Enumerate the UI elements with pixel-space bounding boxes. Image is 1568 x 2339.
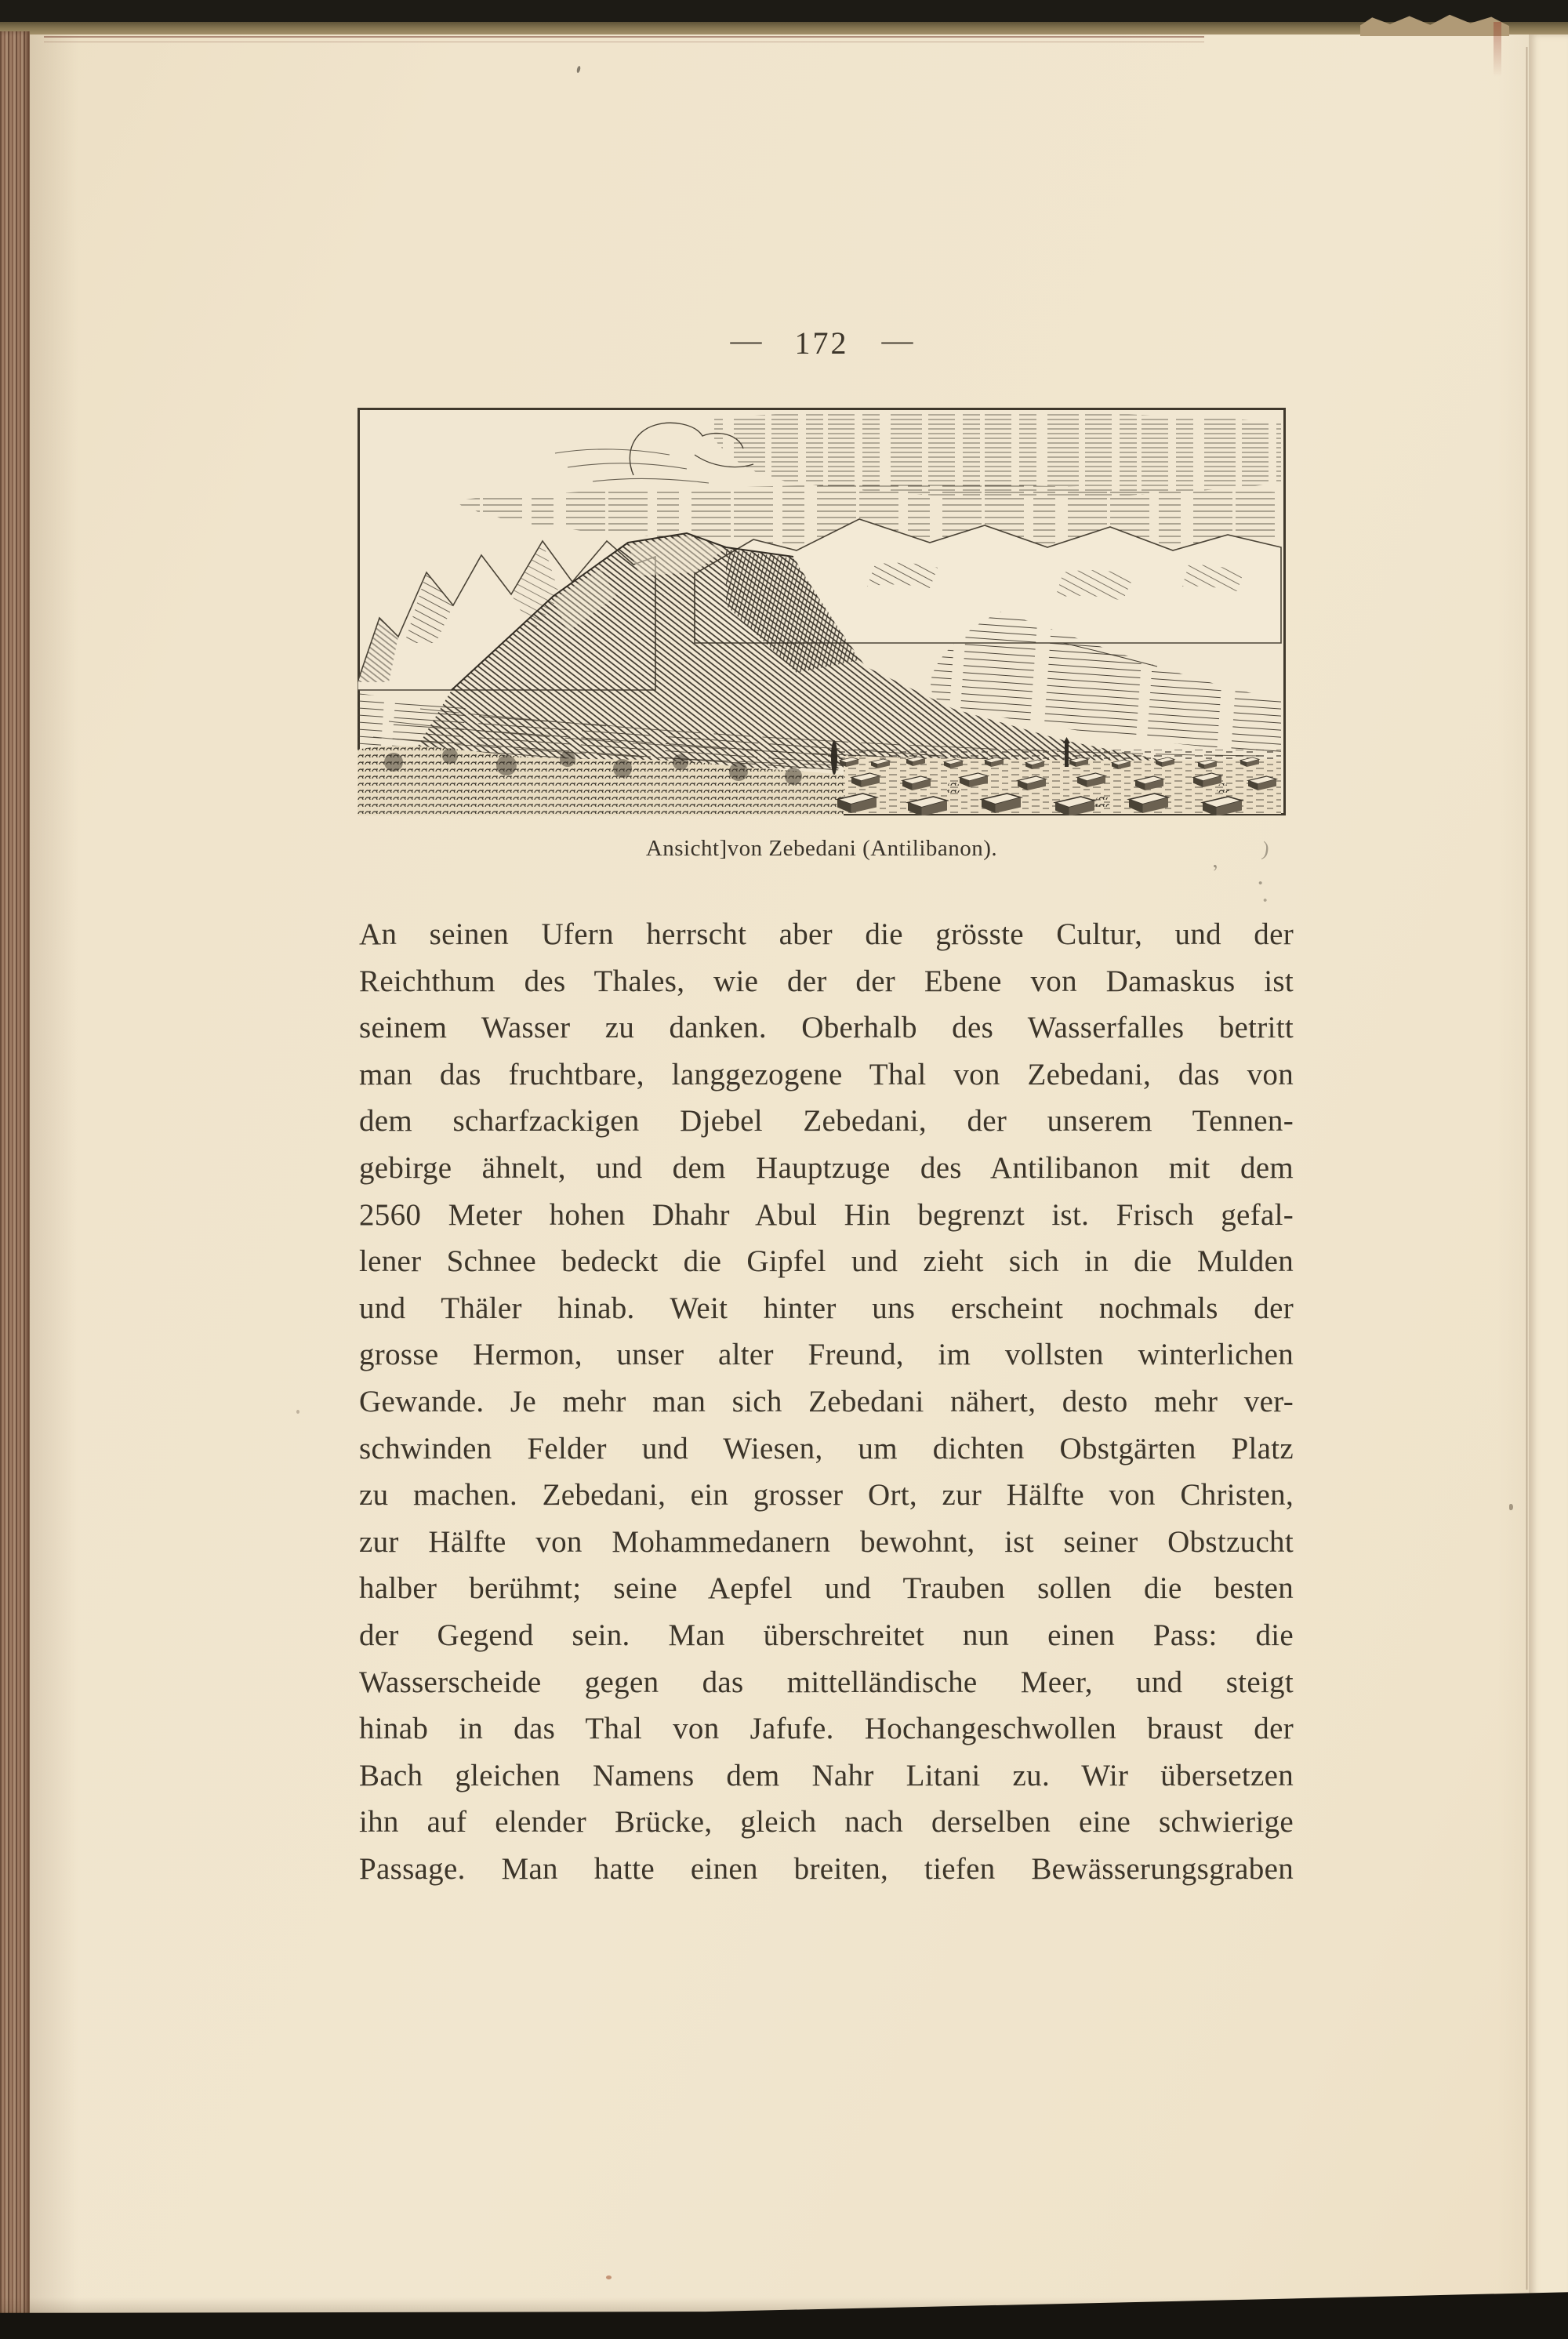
text-line: halber berühmt; seine Aepfel und Trauben sollen die besten — [359, 1571, 1294, 1606]
page-number-dash-left: — — [730, 322, 762, 358]
page-gutter-crease — [1526, 47, 1528, 2290]
text-line: Reichthum des Thales, wie der der Ebene von Damaskus ist — [359, 964, 1294, 998]
scan-background-top — [0, 0, 1568, 24]
text-line: schwinden Felder und Wiesen, um dichten Obstgärten Platz — [359, 1431, 1294, 1466]
body-text — [359, 911, 1294, 1892]
page-edge-streak — [1494, 22, 1501, 77]
ink-smudge: · — [1261, 886, 1270, 915]
ink-speck — [606, 2275, 612, 2279]
page-top-edge-line — [44, 36, 1204, 42]
text-line: 2560 Meter hohen Dhahr Abul Hin begrenzt ist. Frisch gefal- — [359, 1197, 1294, 1232]
zebedani-engraving-illustration — [358, 408, 1286, 815]
text-line: und Thäler hinab. Weit hinter uns erscheint nochmals der — [359, 1291, 1294, 1325]
ink-speck — [1509, 1504, 1513, 1510]
page-top-edge — [0, 22, 1568, 35]
text-line: An seinen Ufern herrscht aber die grösste Cultur, und der — [359, 917, 1294, 951]
ink-smudge: ) — [1261, 837, 1271, 861]
figure-caption: Ansicht]von Zebedani (Antilibanon). — [645, 836, 998, 861]
next-page-sliver — [1529, 35, 1568, 2301]
text-line: Passage. Man hatte einen breiten, tiefen Bewässerungsgraben — [359, 1851, 1294, 1886]
ink-smudge: , — [1208, 848, 1220, 873]
ink-smudge: · — [1256, 869, 1265, 898]
text-line: grosse Hermon, unser alter Freund, im vollsten winterlichen — [359, 1338, 1294, 1372]
text-line: lener Schnee bedeckt die Gipfel und zieht sich in die Mulden — [359, 1244, 1294, 1279]
page-edge-left — [0, 31, 30, 2315]
page-number-dash-right: — — [881, 322, 913, 358]
text-line: Gewande. Je mehr man sich Zebedani nähert, desto mehr ver- — [359, 1384, 1294, 1418]
text-line: ihn auf elender Brücke, gleich nach derselben eine schwierige — [359, 1805, 1294, 1840]
text-line: zur Hälfte von Mohammedanern bewohnt, ist seiner Obstzucht — [359, 1524, 1294, 1559]
page-number-value: 172 — [794, 325, 849, 361]
text-line: Wasserscheide gegen das mittelländische Meer, und steigt — [359, 1665, 1294, 1699]
text-line: man das fruchtbare, langgezogene Thal von Zebedani, das von — [359, 1057, 1294, 1091]
text-line: seinem Wasser zu danken. Oberhalb des Wasserfalles betritt — [359, 1011, 1294, 1045]
figure-engraving — [358, 408, 1286, 819]
text-line: Bach gleichen Namens dem Nahr Litani zu. Wir übersetzen — [359, 1758, 1294, 1792]
page-number — [358, 322, 1286, 361]
text-line: dem scharfzackigen Djebel Zebedani, der unserem Tennen- — [359, 1104, 1294, 1139]
text-line: hinab in das Thal von Jafufe. Hochangeschwollen braust der — [359, 1712, 1294, 1746]
text-line: gebirge ähnelt, und dem Hauptzuge des Antilibanon mit dem — [359, 1150, 1294, 1185]
text-line: der Gegend sein. Man überschreitet nun einen Pass: die — [359, 1618, 1294, 1652]
ink-speck — [296, 1410, 299, 1414]
text-line: zu machen. Zebedani, ein grosser Ort, zur Hälfte von Christen, — [359, 1478, 1294, 1513]
